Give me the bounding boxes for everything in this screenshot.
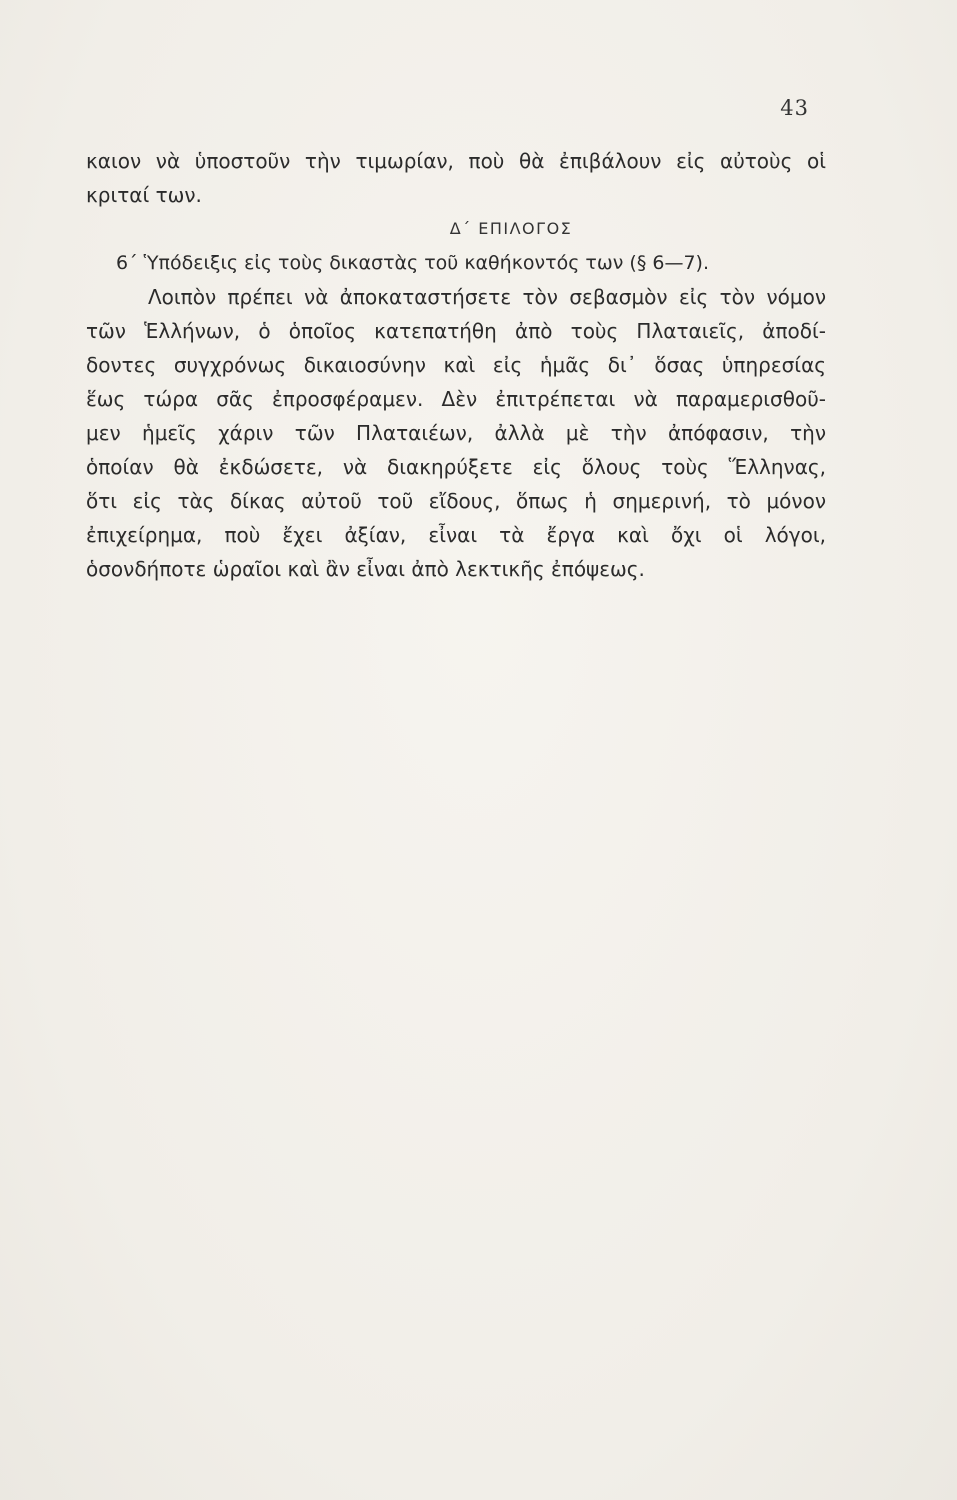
page-number: 43 <box>780 96 809 120</box>
text-line: Λοιπὸν πρέπει νὰ ἀποκαταστήσετε τὸν σεβασμὸν εἰς τὸν νόμον <box>148 285 826 309</box>
section-subheading: 6΄ Ὑπόδειξις εἰς τοὺς δικαστὰς τοῦ καθήκοντός των (§ 6—7). <box>116 252 709 274</box>
text-line: ἐπιχείρημα, ποὺ ἔχει ἀξίαν, εἶναι τὰ ἔργα καὶ ὄχι οἱ λόγοι, <box>86 523 826 547</box>
text-line: μεν ἡμεῖς χάριν τῶν Πλαταιέων, ἀλλὰ μὲ τὴν ἀπόφασιν, τὴν <box>86 421 826 445</box>
text-line: ὅτι εἰς τὰς δίκας αὐτοῦ τοῦ εἴδους, ὅπως ἡ σημερινή, τὸ μόνον <box>86 489 826 513</box>
body-text <box>86 144 826 586</box>
text-line: ὁποίαν θὰ ἐκδώσετε, νὰ διακηρύξετε εἰς ὅλους τοὺς Ἕλληνας, <box>86 455 826 479</box>
text-line: καιον νὰ ὑποστοῦν τὴν τιμωρίαν, ποὺ θὰ ἐπιβάλουν εἰς αὐτοὺς οἱ <box>86 149 826 173</box>
text-line: κριταί των. <box>86 183 202 207</box>
text-line: δοντες συγχρόνως δικαιοσύνην καὶ εἰς ἡμᾶς δι᾽ ὅσας ὑπηρεσίας <box>86 353 826 377</box>
section-heading: Δ΄ ΕΠΙΛΟΓΟΣ <box>449 219 573 238</box>
text-line: τῶν Ἑλλήνων, ὁ ὁποῖος κατεπατήθη ἀπὸ τοὺς Πλαταιεῖς, ἀποδί- <box>86 319 826 343</box>
text-line: ὁσονδήποτε ὡραῖοι καὶ ἂν εἶναι ἀπὸ λεκτικῆς ἐπόψεως. <box>86 557 645 581</box>
text-line: ἕως τώρα σᾶς ἐπροσφέραμεν. Δὲν ἐπιτρέπεται νὰ παραμερισθοῦ- <box>86 387 826 411</box>
